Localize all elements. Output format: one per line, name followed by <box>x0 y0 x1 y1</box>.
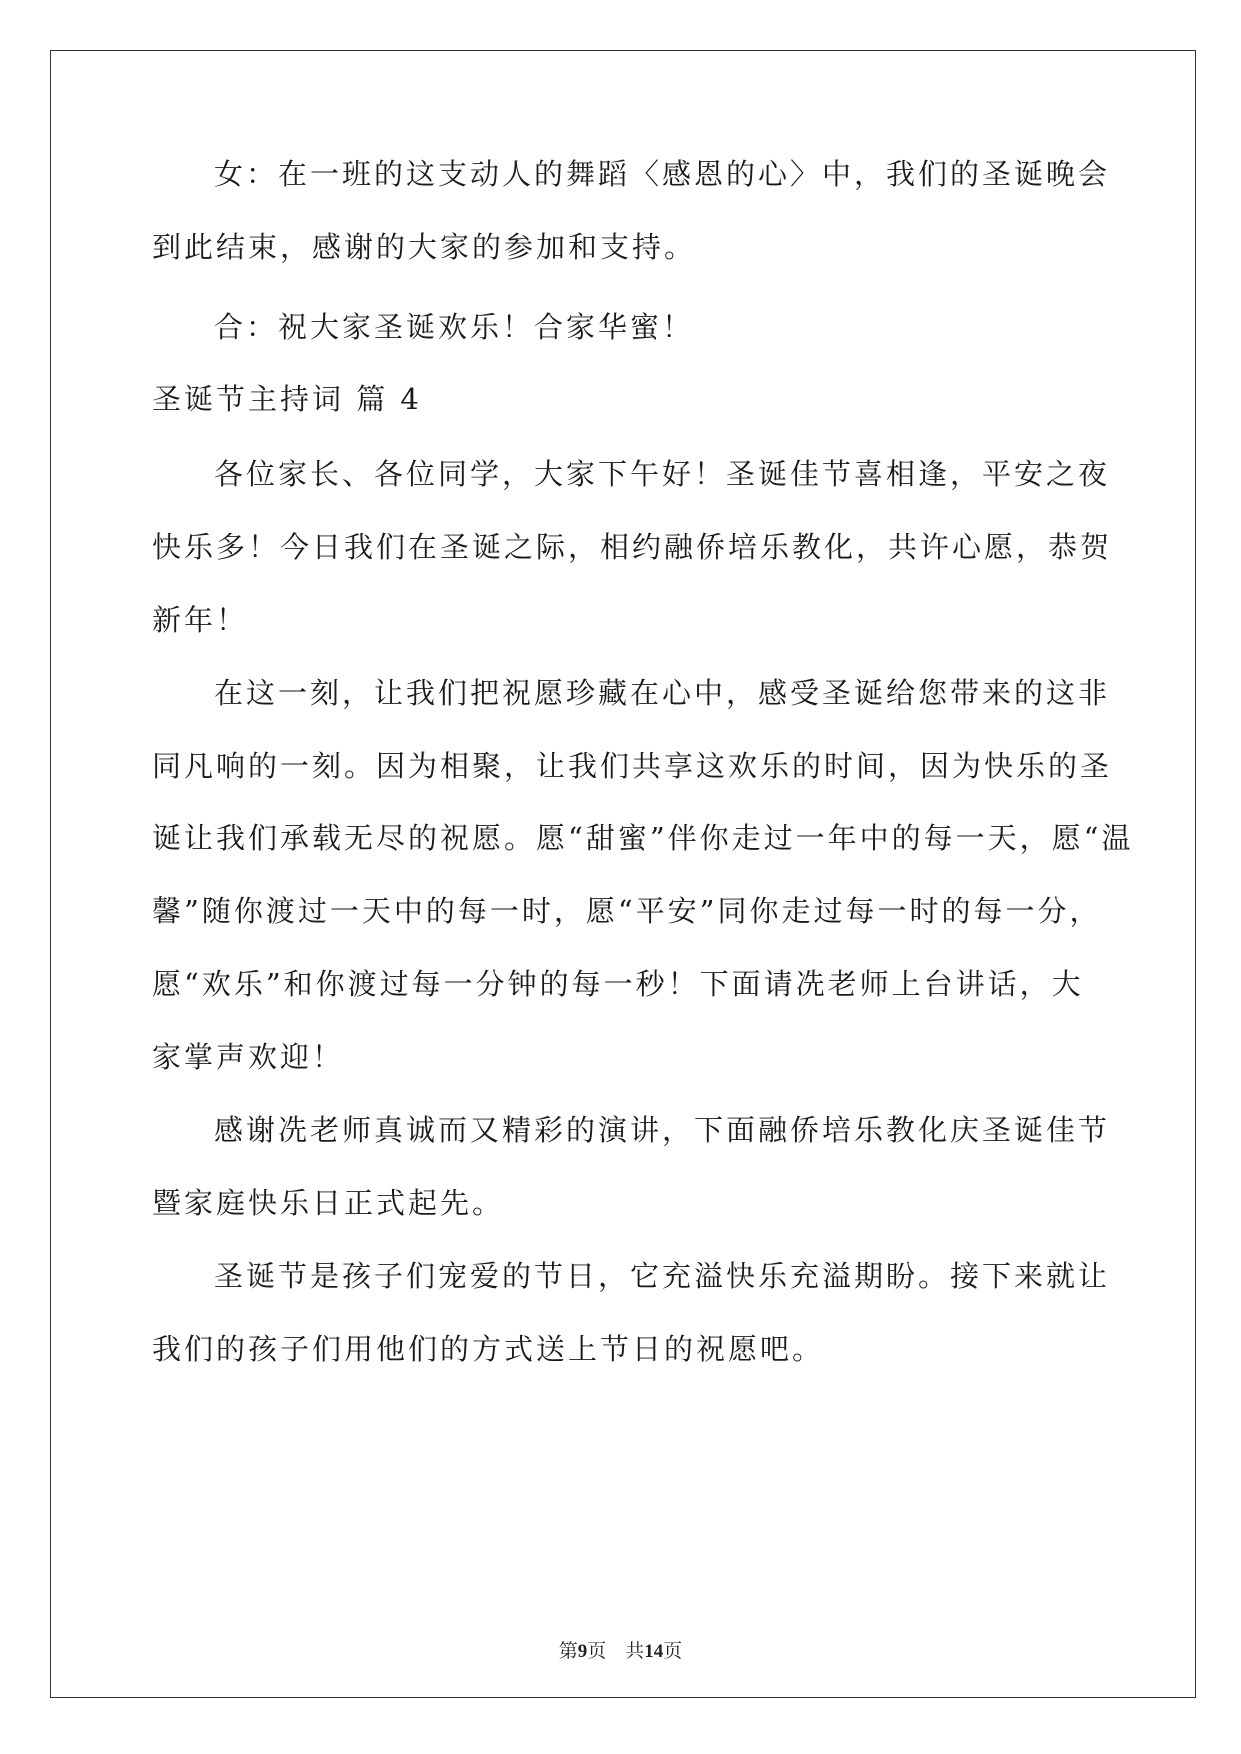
footer-page-number: 9 <box>577 1641 588 1662</box>
section-heading: 圣诞节主持词 篇 4 <box>152 382 422 416</box>
paragraph-line: 愿“欢乐”和你渡过每一分钟的每一秒！下面请冼老师上台讲话，大 <box>152 967 1084 1001</box>
paragraph-line: 暨家庭快乐日正式起先。 <box>152 1186 505 1220</box>
paragraph-line: 同凡响的一刻。因为相聚，让我们共享这欢乐的时间，因为快乐的圣 <box>152 749 1113 783</box>
paragraph-line: 到此结束，感谢的大家的参加和支持。 <box>152 230 697 264</box>
paragraph-line: 我们的孩子们用他们的方式送上节日的祝愿吧。 <box>152 1332 825 1366</box>
paragraph-line: 诞让我们承载无尽的祝愿。愿“甜蜜”伴你走过一年中的每一天，愿“温 <box>152 821 1134 855</box>
paragraph-line: 圣诞节是孩子们宠爱的节日，它充溢快乐充溢期盼。接下来就让 <box>214 1259 1111 1293</box>
footer-mid: 页 共 <box>587 1640 645 1662</box>
paragraph-line: 各位家长、各位同学，大家下午好！圣诞佳节喜相逢，平安之夜 <box>214 457 1111 491</box>
paragraph-line: 合：祝大家圣诞欢乐！合家华蜜！ <box>214 310 695 344</box>
paragraph-line: 新年！ <box>152 603 249 637</box>
page-frame <box>50 50 1196 1698</box>
footer-total-pages: 14 <box>644 1641 664 1662</box>
footer-prefix: 第 <box>558 1640 578 1662</box>
paragraph-line: 家掌声欢迎！ <box>152 1040 345 1074</box>
page-footer <box>0 1636 1241 1663</box>
paragraph-line: 感谢冼老师真诚而又精彩的演讲，下面融侨培乐教化庆圣诞佳节 <box>214 1113 1111 1147</box>
paragraph-line: 在这一刻，让我们把祝愿珍藏在心中，感受圣诞给您带来的这非 <box>214 676 1111 710</box>
footer-suffix: 页 <box>663 1640 683 1662</box>
paragraph-line: 快乐多！今日我们在圣诞之际，相约融侨培乐教化，共许心愿，恭贺 <box>152 530 1113 564</box>
paragraph-line: 馨”随你渡过一天中的每一时，愿“平安”同你走过每一时的每一分， <box>152 894 1102 928</box>
paragraph-line: 女：在一班的这支动人的舞蹈〈感恩的心〉中，我们的圣诞晚会 <box>214 157 1111 191</box>
